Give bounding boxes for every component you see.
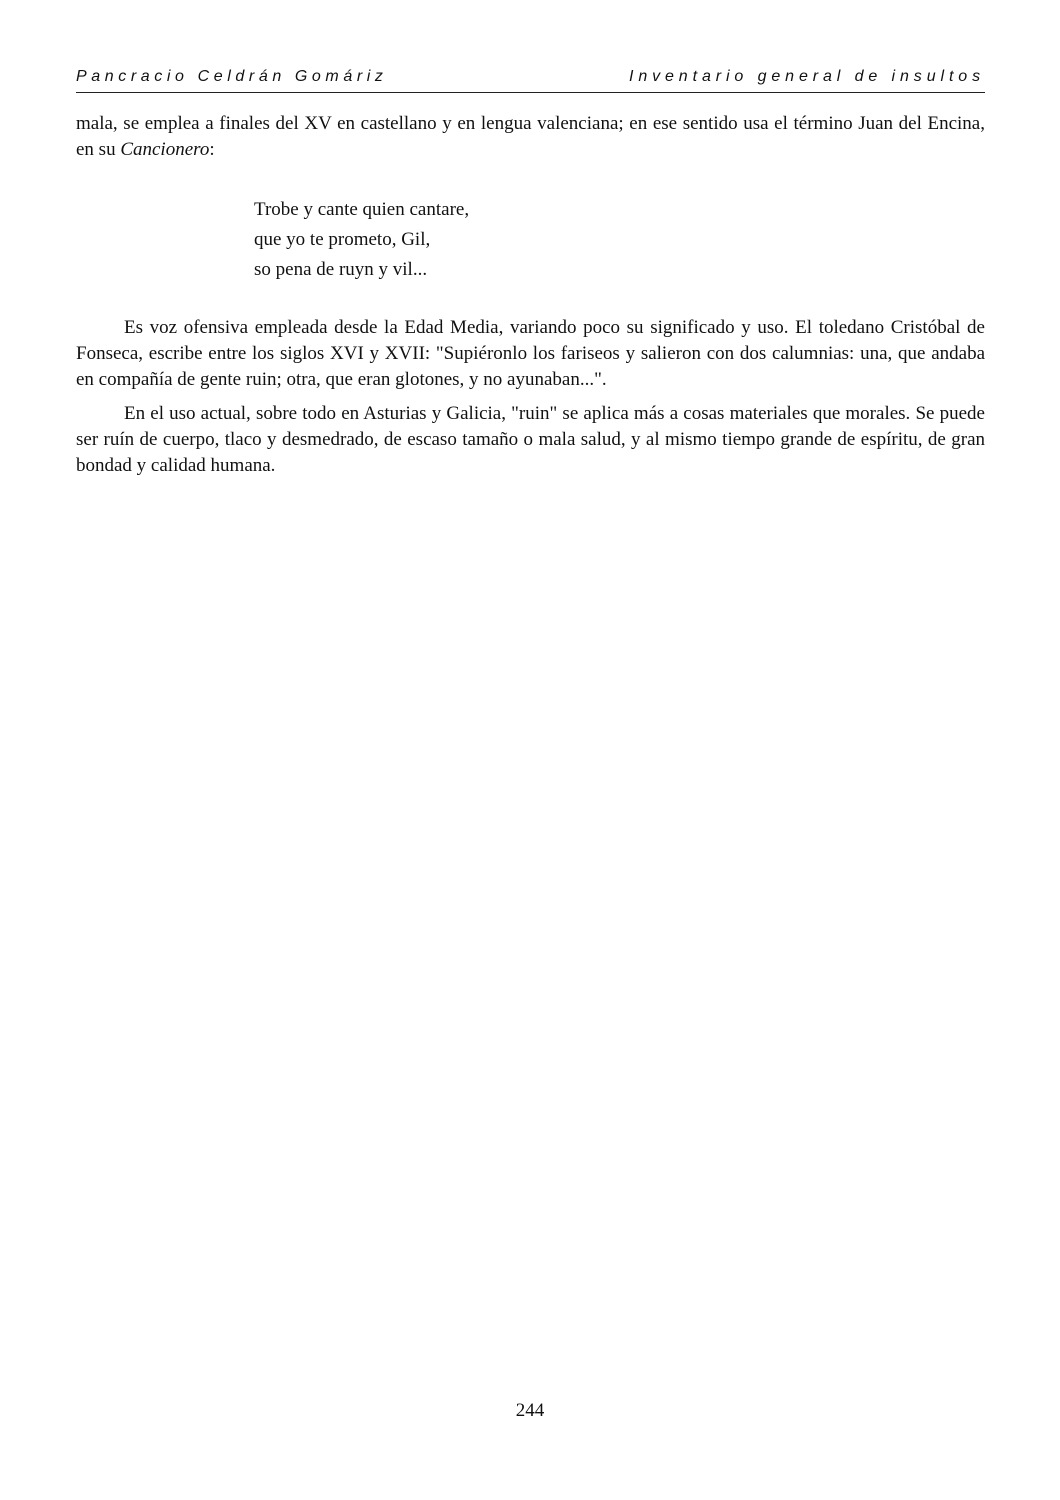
- running-header: [76, 66, 985, 93]
- header-author: Pancracio Celdrán Gomáriz: [76, 68, 388, 85]
- header-book-title: Inventario general de insultos: [628, 68, 985, 85]
- page-body: [76, 111, 985, 479]
- verse-line: que yo te prometo, Gil,: [254, 229, 431, 250]
- work-title: Cancionero: [120, 139, 210, 160]
- paragraph: En el uso actual, sobre todo en Asturias y Galicia, "ruin" se aplica más a cosas materiales que morales. Se puede ser ruín de cuerpo, tlaco y desmedrado, de escaso tamaño o mala salud, y al mismo tiempo grande de espíritu, de gran bondad y calidad humana.: [76, 403, 985, 476]
- paragraph: Es voz ofensiva empleada desde la Edad Media, variando poco su significado y uso. El toledano Cristóbal de Fonseca, escribe entre los siglos XVI y XVII: "Supiéronlo los fariseos y salieron con dos calumnias: una, que andaba en compañía de gente ruin; otra, que eran glotones, y no ayunaban...".: [76, 317, 985, 390]
- verse-line: so pena de ruyn y vil...: [254, 259, 428, 280]
- paragraph-text: mala, se emplea a finales del XV en castellano y en lengua valenciana; en ese sentido usa el término Juan del Encina, en su: [76, 113, 985, 160]
- verse-quotation: [254, 195, 985, 285]
- verse-line: Trobe y cante quien cantare,: [254, 199, 470, 220]
- paragraph-continuation: [76, 111, 985, 163]
- page-number: 244: [515, 1400, 545, 1421]
- paragraph-text: :: [209, 139, 215, 160]
